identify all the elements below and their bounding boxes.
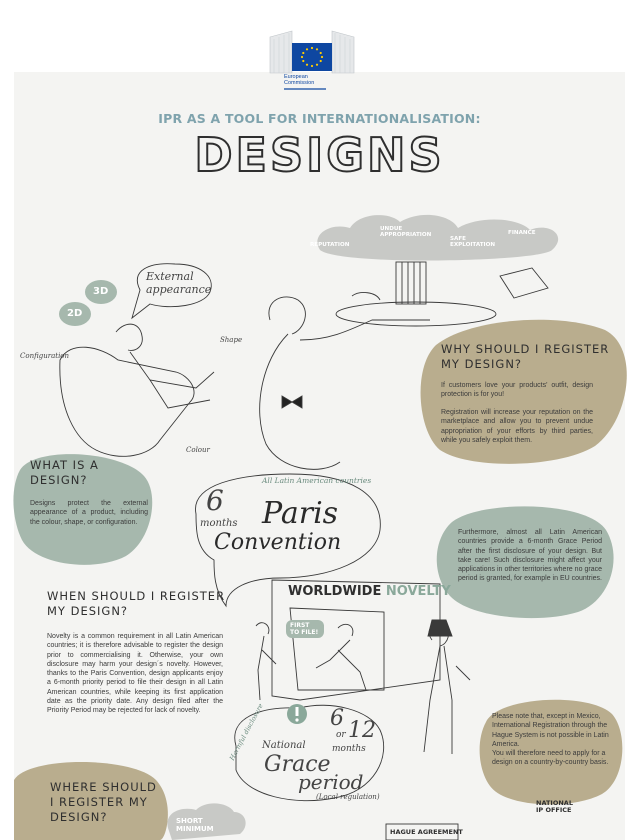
what-heading: WHAT IS A DESIGN? — [30, 458, 99, 487]
grace-national: National — [262, 740, 306, 751]
worldwide-b: NOVELTY — [385, 584, 451, 599]
hague-note-paragraph-1: Please note that, except in Mexico, International Registration through the Hague System is not possible in Latin America. — [492, 713, 609, 748]
all-latam-label: All Latin American countries — [262, 476, 372, 485]
ec-logo-line2: Commission — [284, 80, 315, 86]
hague-note-paragraph-2: You will therefore need to apply for a design on a country-by-country basis. — [492, 750, 609, 767]
what-paragraph: Designs protect the external appearance of a product, including the colour, shape, or configuration. — [30, 500, 148, 526]
risk-finance: FINANCE — [508, 230, 536, 236]
why-paragraph-2: Registration will increase your reputation on the marketplace and allow you to prevent undue appropriation of your efforts by third parties, while you safely exploit them. — [441, 409, 593, 444]
first-to-file: FIRST TO FILE! — [286, 620, 324, 638]
label-configuration: Configuration — [20, 352, 70, 360]
external-line2: appearance — [146, 283, 212, 296]
label-colour: Colour — [186, 446, 210, 454]
page-subtitle: IPR AS A TOOL FOR INTERNATIONALISATION: — [158, 111, 481, 126]
worldwide-a: WORLDWIDE — [288, 584, 382, 599]
why-paragraph-1: If customers love your products' outfit, design protection is for you! — [441, 382, 593, 399]
grace-12: 12 — [348, 718, 376, 743]
page-title: DESIGNS — [194, 128, 445, 182]
grace-local: (Local regulation) — [316, 793, 380, 801]
label-shape: Shape — [220, 336, 243, 344]
paris-line1: Paris — [262, 496, 339, 531]
paris-line2: Convention — [214, 530, 342, 555]
bubble-2d: 2D — [67, 308, 83, 319]
grace-line2: period — [298, 770, 364, 794]
grace-or: or — [336, 730, 346, 740]
grace-note-paragraph: Furthermore, almost all Latin American countries provide a 6-month Grace Period after the first disclosure of your design. But take care! Such disclosure might affect your applications in other territories where no grace period is granted, for example in EU countries. — [458, 529, 602, 583]
when-paragraph: Novelty is a common requirement in all Latin American countries; it is therefore advisable to register the design prior to commercialising it. Otherwise, your own disclosure may harm your design´s novelty. However, thanks to the Paris Convention, design applicants enjoy a 6-month priority period to file their design in all Latin American countries, while keeping its first application date as the priority date. Any design filed after the Priority Period may be rejected for lack of novelty. — [47, 633, 223, 715]
national-ip-office: NATIONAL IP OFFICE — [536, 799, 573, 814]
why-heading: WHY SHOULD I REGISTER MY DESIGN? — [441, 342, 610, 371]
risk-undue-appropriation: UNDUE APPROPRIATION — [380, 226, 432, 238]
paris-months: months — [200, 518, 238, 529]
external-line1: External — [146, 270, 194, 283]
short-minimum: SHORT MINIMUM — [176, 817, 214, 833]
ec-logo-line1: European — [284, 74, 308, 80]
grace-line1: Grace — [264, 752, 331, 777]
risk-safe-exploitation: SAFE EXPLOITATION — [450, 236, 496, 248]
hague-agreement: HAGUE AGREEMENT — [390, 828, 463, 836]
paris-number: 6 — [206, 484, 224, 517]
risk-reputation: REPUTATION — [310, 242, 350, 248]
grace-6: 6 — [330, 706, 344, 731]
when-heading: WHEN SHOULD I REGISTER MY DESIGN? — [47, 589, 226, 618]
bubble-3d: 3D — [93, 286, 109, 297]
where-heading: WHERE SHOULD I REGISTER MY DESIGN? — [50, 780, 157, 824]
harmful-disclosure: Harmful disclosure — [228, 702, 265, 762]
grace-months: months — [332, 744, 366, 754]
